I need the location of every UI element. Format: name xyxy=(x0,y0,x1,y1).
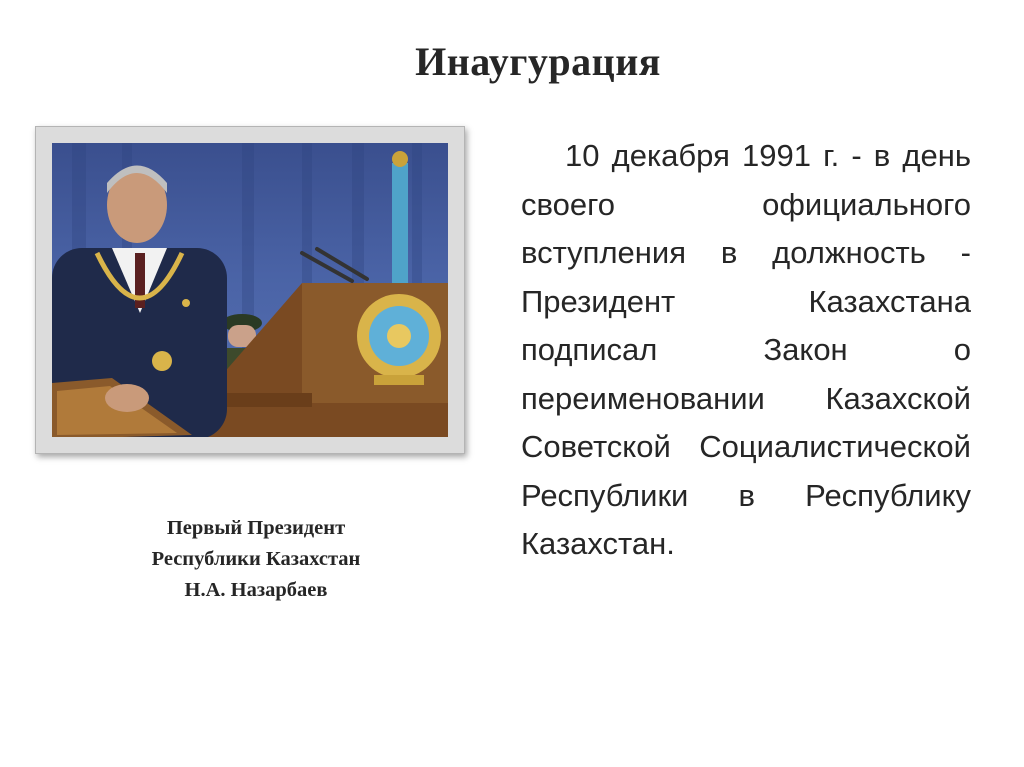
photo-caption xyxy=(86,513,426,606)
inauguration-illustration xyxy=(52,143,448,437)
inauguration-photo xyxy=(52,143,448,437)
photo-frame xyxy=(35,126,465,454)
caption-line-2: Республики Казахстан xyxy=(151,548,361,570)
caption-line-1: Первый Президент xyxy=(166,517,346,539)
slide-title: Инаугурация xyxy=(415,39,661,84)
hand-shape xyxy=(105,384,149,412)
caption-line-3: Н.А. Назарбаев xyxy=(184,579,328,601)
body-paragraph: 10 декабря 1991 г. - в день своего официального вступления в должность - Президент Казахстана подписал Закон о переименовании Казахской Советской Социалистической Республики в Республику Казахстан. xyxy=(521,138,971,561)
